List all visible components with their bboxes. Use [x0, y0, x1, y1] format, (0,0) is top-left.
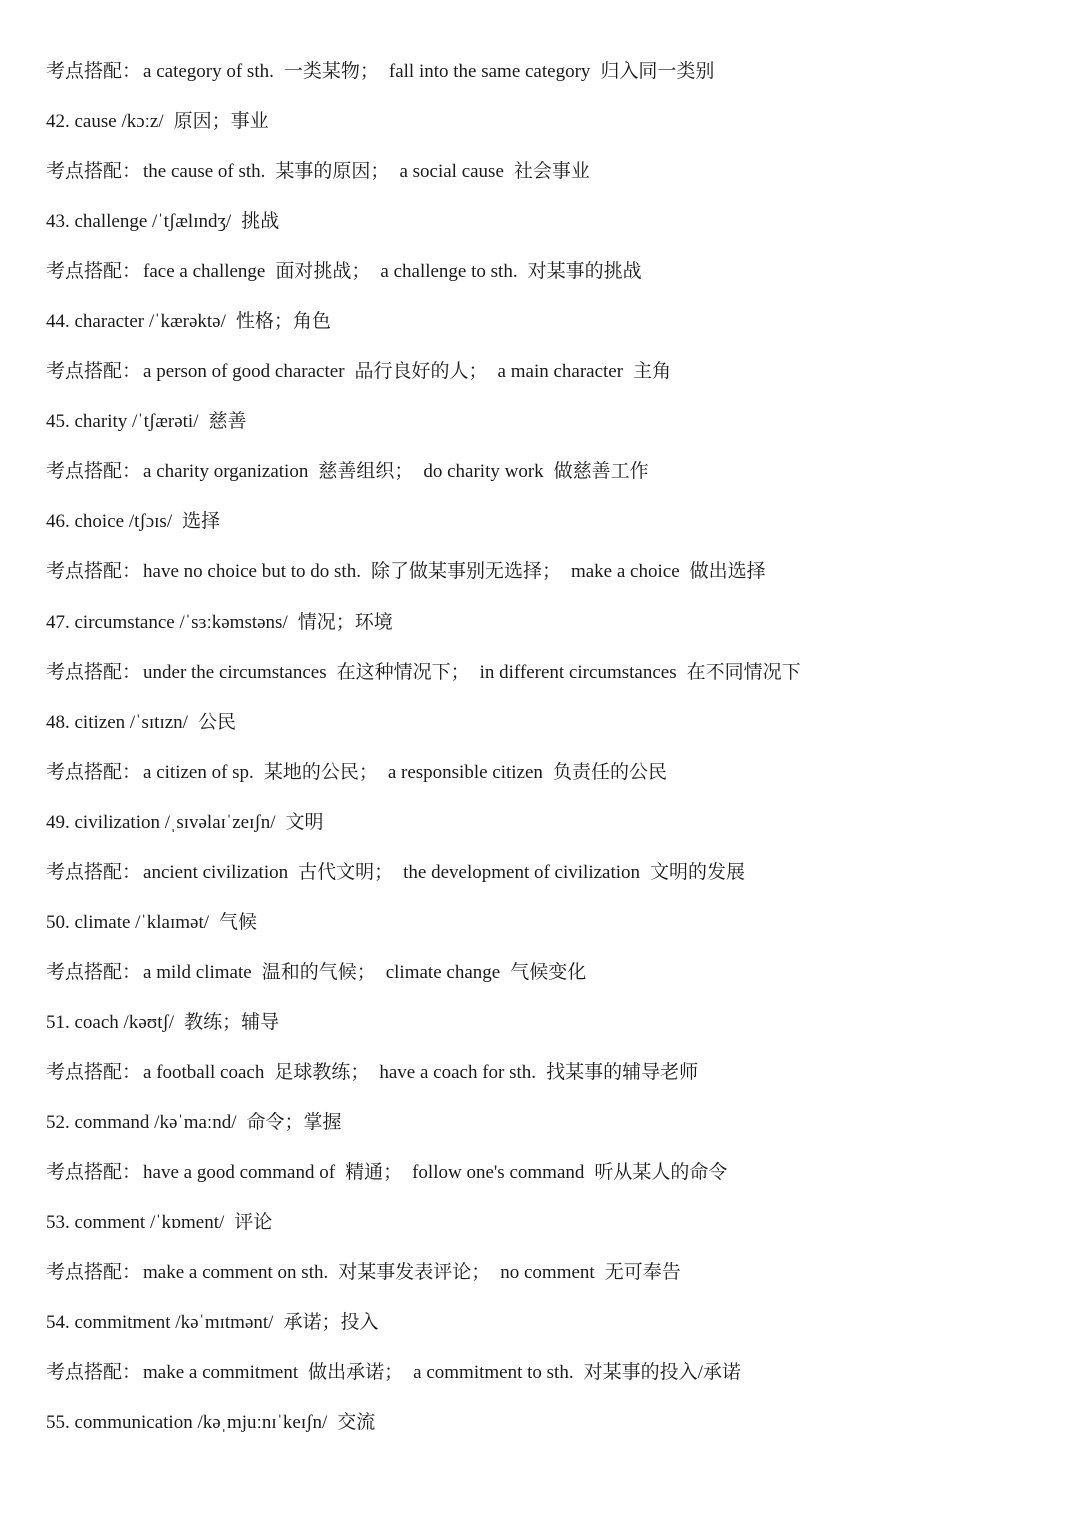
- collocation-line: [46, 456, 1056, 506]
- english-phrase: in different circumstances: [479, 661, 677, 683]
- english-phrase: a challenge to sth.: [380, 261, 518, 283]
- collocation-label: 考点搭配：: [46, 261, 142, 283]
- collocation-label: 考点搭配：: [46, 161, 142, 183]
- headword: 54. commitment /kəˈmɪtmənt/: [46, 1312, 274, 1334]
- chinese-meaning: 负责任的公民: [552, 761, 667, 783]
- collocation-label: 考点搭配：: [46, 861, 142, 883]
- definition: 文明: [285, 811, 324, 833]
- english-phrase: do charity work: [423, 461, 544, 483]
- headword: 50. climate /ˈklaɪmət/: [46, 911, 210, 933]
- english-phrase: make a comment on sth.: [143, 1262, 329, 1284]
- definition: 原因；事业: [173, 111, 269, 133]
- definition: 慈善: [208, 411, 247, 433]
- chinese-meaning: 文明的发展: [650, 861, 746, 883]
- collocation-line: [46, 256, 1056, 306]
- collocation-label: 考点搭配：: [46, 61, 142, 82]
- vocab-entry: [46, 406, 1056, 456]
- collocation-line: [46, 1157, 1056, 1207]
- english-phrase: a citizen of sp.: [143, 761, 254, 783]
- definition: 交流: [337, 1412, 376, 1434]
- headword: 52. command /kəˈmaːnd/: [46, 1111, 237, 1133]
- collocation-label: 考点搭配：: [46, 1162, 142, 1184]
- chinese-meaning: 品行良好的人；: [354, 361, 488, 383]
- english-phrase: a responsible citizen: [387, 761, 543, 783]
- chinese-meaning: 无可奉告: [604, 1262, 681, 1284]
- chinese-meaning: 面对挑战；: [275, 261, 371, 283]
- chinese-meaning: 归入同一类别: [600, 61, 715, 82]
- english-phrase: the development of civilization: [403, 861, 641, 883]
- english-phrase: a mild climate: [143, 961, 252, 983]
- chinese-meaning: 听从某人的命令: [594, 1162, 728, 1184]
- headword: 48. citizen /ˈsɪtɪzn/: [46, 711, 188, 733]
- english-phrase: no comment: [500, 1262, 595, 1284]
- collocation-line: [46, 156, 1056, 206]
- definition: 气候: [219, 911, 258, 933]
- english-phrase: fall into the same category: [388, 61, 591, 82]
- headword: 44. character /ˈkærəktə/: [46, 311, 226, 333]
- definition: 情况；环境: [297, 611, 393, 633]
- vocab-entry: [46, 506, 1056, 556]
- english-phrase: under the circumstances: [143, 661, 327, 683]
- definition: 评论: [234, 1212, 273, 1234]
- chinese-meaning: 对某事发表评论；: [338, 1262, 491, 1284]
- vocab-entry: [46, 1407, 1056, 1457]
- collocation-label: 考点搭配：: [46, 1262, 142, 1284]
- collocation-line: [46, 657, 1056, 707]
- vocab-entry: [46, 106, 1056, 156]
- chinese-meaning: 气候变化: [510, 961, 587, 983]
- chinese-meaning: 精通；: [345, 1162, 403, 1184]
- collocation-line: [46, 356, 1056, 406]
- collocation-line: [46, 1257, 1056, 1307]
- chinese-meaning: 除了做某事别无选择；: [370, 561, 561, 583]
- english-phrase: a charity organization: [143, 461, 309, 483]
- vocab-entry: [46, 206, 1056, 256]
- chinese-meaning: 做出承诺；: [308, 1362, 404, 1384]
- collocation-label: 考点搭配：: [46, 461, 142, 483]
- vocab-entry: [46, 1307, 1056, 1357]
- collocation-label: 考点搭配：: [46, 761, 142, 783]
- chinese-meaning: 某事的原因；: [275, 161, 390, 183]
- collocation-label: 考点搭配：: [46, 961, 142, 983]
- definition: 选择: [182, 511, 221, 533]
- vocab-entry: [46, 1107, 1056, 1157]
- collocation-line: [46, 556, 1056, 606]
- vocab-entry: [46, 907, 1056, 957]
- collocation-line: [46, 1057, 1056, 1107]
- chinese-meaning: 对某事的投入/承诺: [583, 1362, 741, 1384]
- headword: 53. comment /ˈkɒment/: [46, 1212, 225, 1234]
- definition: 性格；角色: [235, 311, 331, 333]
- english-phrase: the cause of sth.: [143, 161, 266, 183]
- english-phrase: ancient civilization: [143, 861, 289, 883]
- vocab-entry: [46, 1007, 1056, 1057]
- collocation-label: 考点搭配：: [46, 561, 142, 583]
- english-phrase: a person of good character: [143, 361, 345, 383]
- definition: 公民: [197, 711, 236, 733]
- chinese-meaning: 主角: [633, 361, 672, 383]
- english-phrase: make a commitment: [143, 1362, 299, 1384]
- definition: 挑战: [241, 211, 280, 233]
- headword: 55. communication /kəˌmjuːnɪˈkeɪʃn/: [46, 1412, 328, 1434]
- headword: 46. choice /tʃɔɪs/: [46, 511, 173, 533]
- collocation-line: [46, 56, 1056, 106]
- chinese-meaning: 温和的气候；: [261, 961, 376, 983]
- chinese-meaning: 慈善组织；: [318, 461, 414, 483]
- chinese-meaning: 做出选择: [689, 561, 766, 583]
- headword: 49. civilization /ˌsɪvəlaɪˈzeɪʃn/: [46, 811, 276, 833]
- headword: 42. cause /kɔːz/: [46, 111, 164, 133]
- collocation-label: 考点搭配：: [46, 361, 142, 383]
- chinese-meaning: 在这种情况下；: [336, 661, 470, 683]
- headword: 45. charity /ˈtʃærəti/: [46, 411, 199, 433]
- headword: 47. circumstance /ˈsɜːkəmstəns/: [46, 611, 288, 633]
- chinese-meaning: 足球教练；: [274, 1061, 370, 1083]
- chinese-meaning: 某地的公民；: [263, 761, 378, 783]
- collocation-line: [46, 857, 1056, 907]
- vocab-entry: [46, 707, 1056, 757]
- english-phrase: a commitment to sth.: [413, 1362, 574, 1384]
- english-phrase: a main character: [497, 361, 624, 383]
- definition: 命令；掌握: [246, 1111, 342, 1133]
- headword: 51. coach /kəʊtʃ/: [46, 1011, 175, 1033]
- vocab-entry: [46, 807, 1056, 857]
- english-phrase: follow one's command: [412, 1162, 585, 1184]
- collocation-label: 考点搭配：: [46, 1061, 142, 1083]
- english-phrase: have no choice but to do sth.: [143, 561, 361, 583]
- chinese-meaning: 古代文明；: [298, 861, 394, 883]
- vocab-entry: [46, 306, 1056, 356]
- english-phrase: make a choice: [570, 561, 680, 583]
- definition: 教练；辅导: [184, 1011, 280, 1033]
- chinese-meaning: 在不同情况下: [686, 661, 801, 683]
- chinese-meaning: 社会事业: [513, 161, 590, 183]
- chinese-meaning: 一类某物；: [283, 61, 379, 82]
- collocation-line: [46, 1357, 1056, 1407]
- english-phrase: a category of sth.: [143, 61, 274, 82]
- vocab-entry: [46, 1207, 1056, 1257]
- vocabulary-list: [46, 56, 1056, 1457]
- english-phrase: have a good command of: [143, 1162, 336, 1184]
- vocab-entry: [46, 607, 1056, 657]
- collocation-line: [46, 757, 1056, 807]
- chinese-meaning: 对某事的挑战: [527, 261, 642, 283]
- english-phrase: a football coach: [143, 1061, 265, 1083]
- chinese-meaning: 做慈善工作: [553, 461, 649, 483]
- english-phrase: a social cause: [399, 161, 504, 183]
- english-phrase: face a challenge: [143, 261, 266, 283]
- chinese-meaning: 找某事的辅导老师: [546, 1061, 699, 1083]
- definition: 承诺；投入: [283, 1312, 379, 1334]
- collocation-label: 考点搭配：: [46, 1362, 142, 1384]
- english-phrase: have a coach for sth.: [379, 1061, 537, 1083]
- collocation-label: 考点搭配：: [46, 661, 142, 683]
- collocation-line: [46, 957, 1056, 1007]
- english-phrase: climate change: [385, 961, 501, 983]
- headword: 43. challenge /ˈtʃælɪndʒ/: [46, 211, 232, 233]
